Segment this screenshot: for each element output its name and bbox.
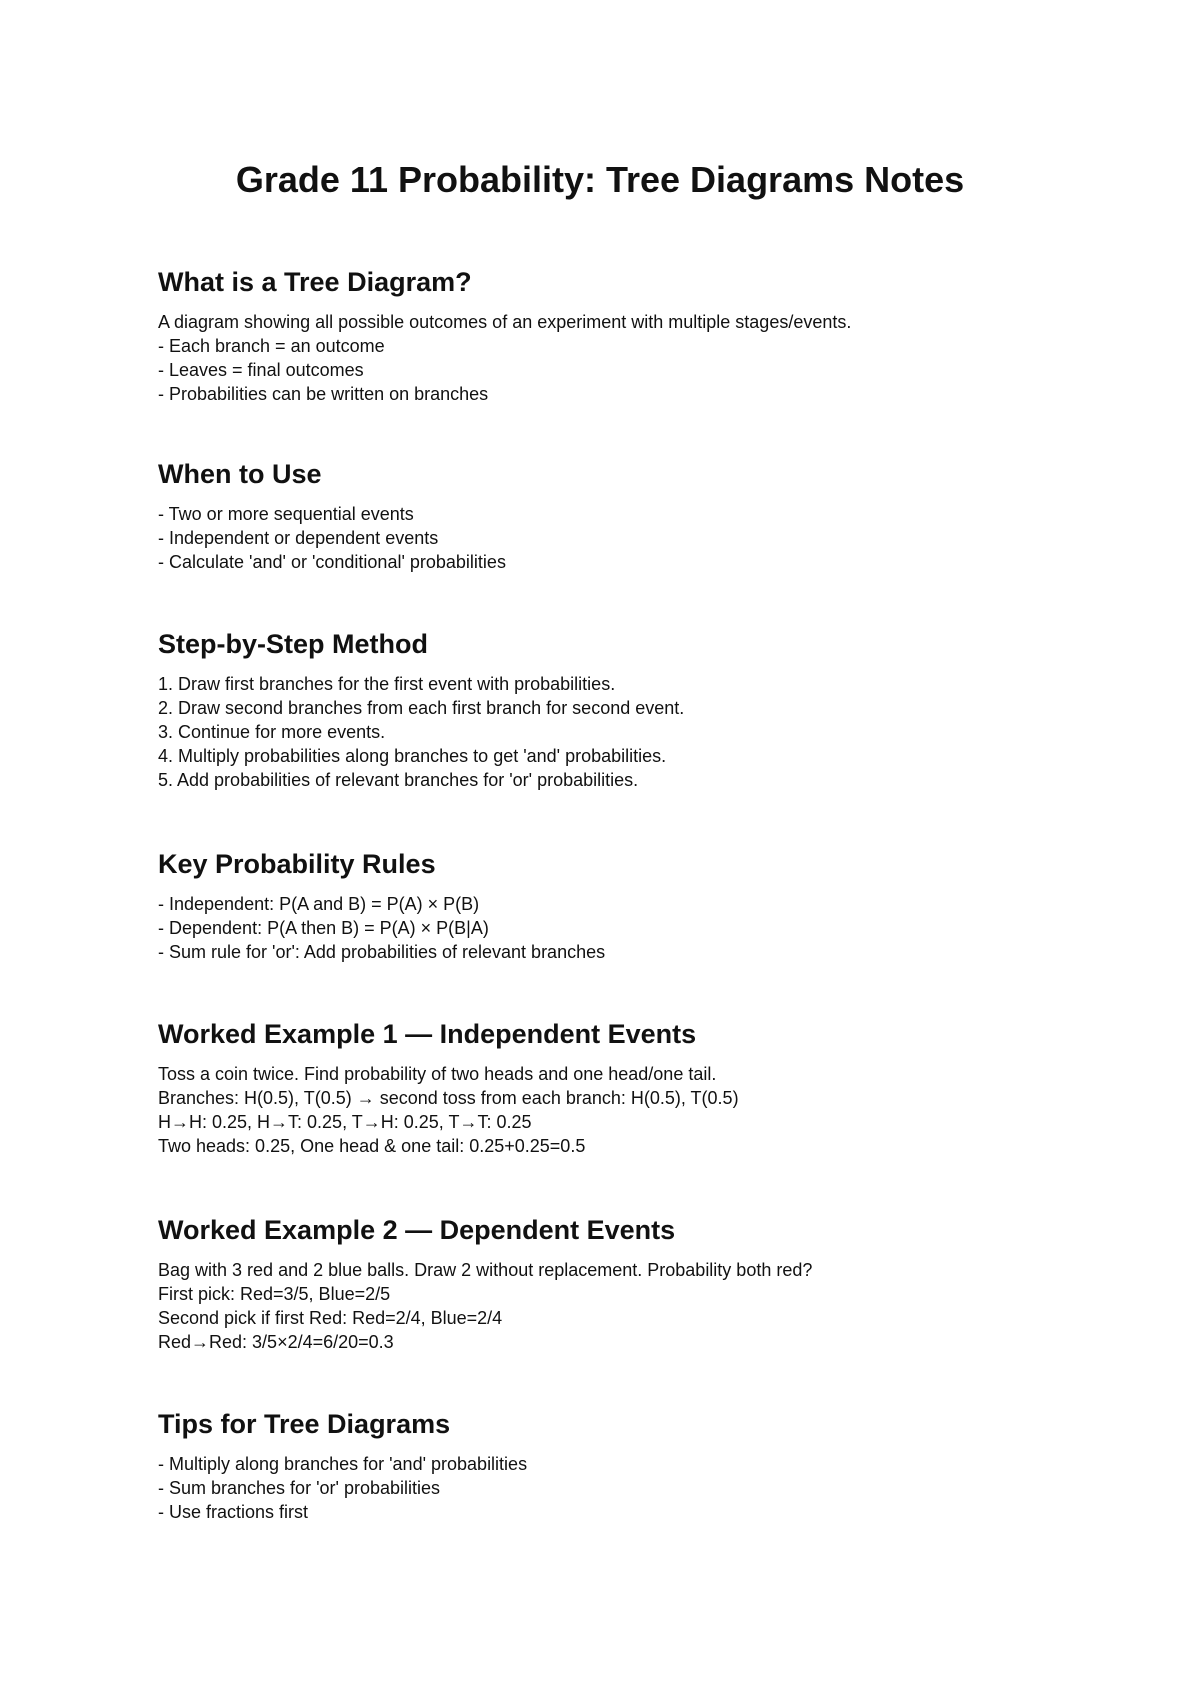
definition-text: A diagram showing all possible outcomes of an experiment with multiple stages/events. — [158, 312, 852, 332]
list-item: - Two or more sequential events — [158, 504, 414, 524]
section-key-probability-rules — [158, 848, 1058, 964]
list-item: - Probabilities can be written on branches — [158, 384, 489, 404]
step-item: 2. Draw second branches from each first branch for second event. — [158, 698, 685, 718]
rule-item: - Dependent: P(A then B) = P(A) × P(B|A) — [158, 918, 489, 938]
tip-item: - Multiply along branches for 'and' probabilities — [158, 1454, 528, 1474]
section-heading: Tips for Tree Diagrams — [158, 1409, 451, 1439]
step-item: 1. Draw first branches for the first event with probabilities. — [158, 674, 616, 694]
section-tips-for-tree-diagrams — [158, 1408, 1058, 1524]
list-item: - Each branch = an outcome — [158, 336, 385, 356]
step-item: 4. Multiply probabilities along branches to get 'and' probabilities. — [158, 746, 667, 766]
example-line: First pick: Red=3/5, Blue=2/5 — [158, 1284, 391, 1304]
section-heading: Step-by-Step Method — [158, 629, 428, 659]
section-heading: Worked Example 2 — Dependent Events — [158, 1215, 676, 1245]
step-item: 5. Add probabilities of relevant branches for 'or' probabilities. — [158, 770, 639, 790]
example-line: Two heads: 0.25, One head & one tail: 0.25+0.25=0.5 — [158, 1136, 586, 1156]
section-heading: Worked Example 1 — Independent Events — [158, 1019, 697, 1049]
example-line: Toss a coin twice. Find probability of two heads and one head/one tail. — [158, 1064, 717, 1084]
rule-item: - Sum rule for 'or': Add probabilities of relevant branches — [158, 942, 606, 962]
example-line: Second pick if first Red: Red=2/4, Blue=2/4 — [158, 1308, 503, 1328]
section-what-is-tree-diagram — [158, 266, 1058, 406]
list-item: - Leaves = final outcomes — [158, 360, 364, 380]
example-line: Bag with 3 red and 2 blue balls. Draw 2 without replacement. Probability both red? — [158, 1260, 813, 1280]
example-line: Branches: H(0.5), T(0.5) → second toss from each branch: H(0.5), T(0.5) — [158, 1088, 739, 1108]
list-item: - Calculate 'and' or 'conditional' probabilities — [158, 552, 506, 572]
tip-item: - Sum branches for 'or' probabilities — [158, 1478, 440, 1498]
section-heading: What is a Tree Diagram? — [158, 267, 472, 297]
rule-item: - Independent: P(A and B) = P(A) × P(B) — [158, 894, 480, 914]
tip-item: - Use fractions first — [158, 1502, 309, 1522]
section-heading: Key Probability Rules — [158, 849, 436, 879]
list-item: - Independent or dependent events — [158, 528, 439, 548]
section-worked-example-2 — [158, 1214, 1058, 1354]
section-step-by-step-method — [158, 628, 1058, 792]
example-line: H→H: 0.25, H→T: 0.25, T→H: 0.25, T→T: 0.25 — [158, 1112, 532, 1132]
section-when-to-use — [158, 458, 1058, 574]
step-item: 3. Continue for more events. — [158, 722, 386, 742]
section-worked-example-1 — [158, 1018, 1058, 1158]
example-line: Red→Red: 3/5×2/4=6/20=0.3 — [158, 1332, 394, 1352]
section-heading: When to Use — [158, 459, 322, 489]
document-title: Grade 11 Probability: Tree Diagrams Notes — [235, 159, 965, 200]
